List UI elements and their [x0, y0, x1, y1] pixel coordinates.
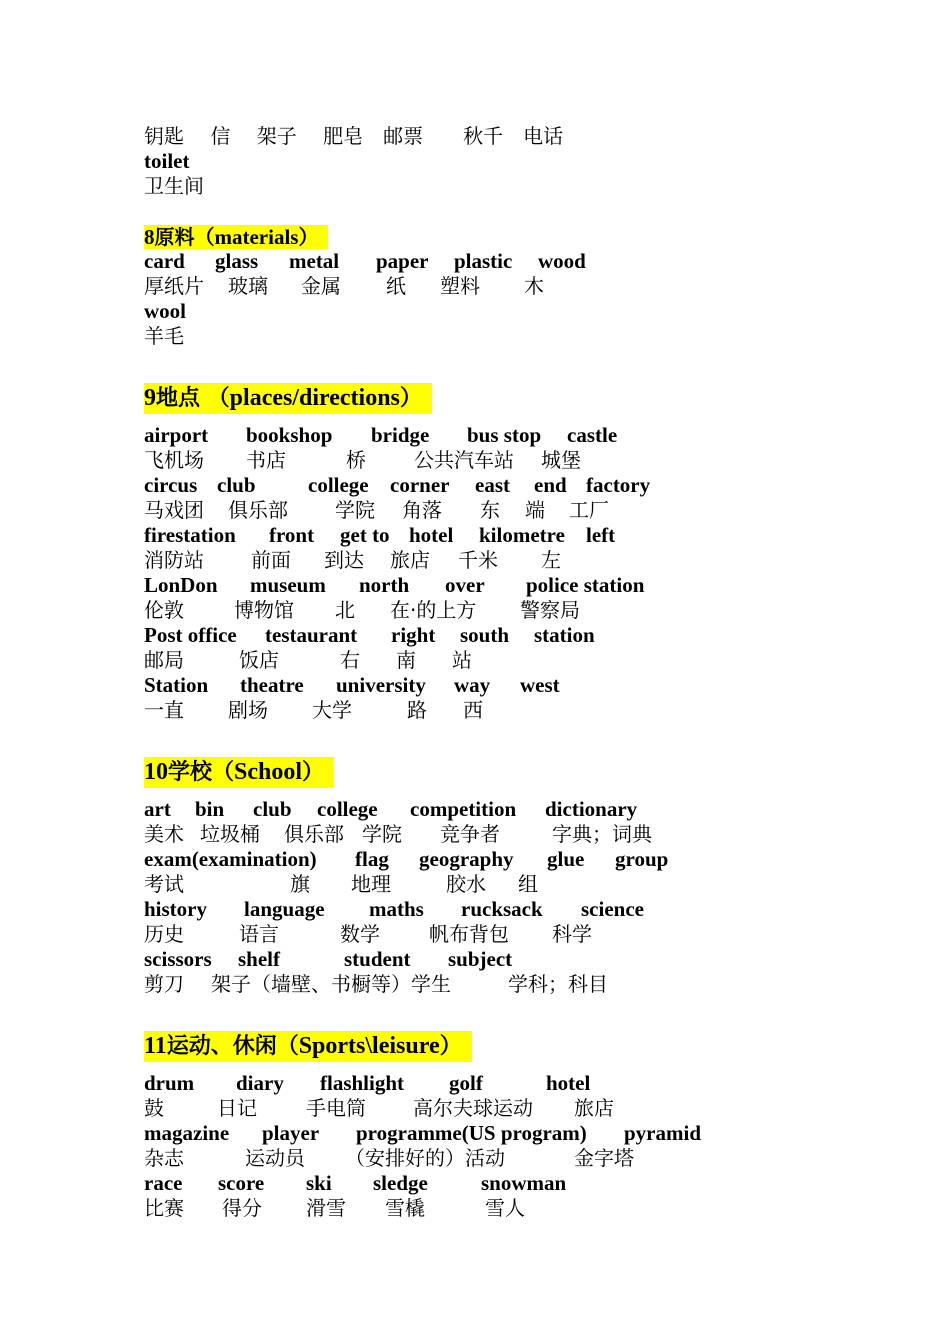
- word: 竞争者: [440, 822, 500, 846]
- word: 大学: [312, 698, 352, 722]
- word: corner: [390, 473, 450, 497]
- word: 城堡: [541, 448, 581, 472]
- word: 左: [541, 548, 561, 572]
- word: airport: [144, 423, 209, 447]
- word: firestation: [144, 523, 236, 547]
- word: 公共汽车站: [414, 448, 514, 472]
- section-8-heading: [144, 225, 328, 249]
- word: diary: [236, 1071, 284, 1095]
- word: 角落: [402, 498, 442, 522]
- word: 工厂: [569, 498, 609, 522]
- word: 南: [396, 648, 416, 672]
- word: 鼓: [144, 1096, 164, 1120]
- word: 书店: [246, 448, 286, 472]
- word: history: [144, 897, 207, 921]
- word: wood: [538, 249, 586, 273]
- word: south: [460, 623, 510, 647]
- word: programme(US program): [356, 1121, 587, 1145]
- word: LonDon: [144, 573, 218, 597]
- word: kilometre: [479, 523, 565, 547]
- word: 东: [480, 498, 500, 522]
- word: testaurant: [265, 623, 358, 647]
- section-10-zh: 学校（: [168, 760, 235, 785]
- word: plastic: [454, 249, 513, 273]
- word: （安排好的）活动: [345, 1146, 505, 1170]
- word: 帆布背包: [429, 922, 509, 946]
- word: group: [615, 847, 669, 871]
- section-10-close: ）: [302, 760, 325, 785]
- word: drum: [144, 1071, 195, 1095]
- section-9-en: places/directions: [229, 385, 400, 411]
- word: card: [144, 249, 185, 273]
- word: 美术: [144, 822, 184, 846]
- word: exam(examination): [144, 847, 317, 871]
- word: rucksack: [461, 897, 543, 921]
- word: right: [391, 623, 436, 647]
- word: front: [269, 523, 315, 547]
- word: 旅店: [574, 1096, 614, 1120]
- word: shelf: [238, 947, 280, 971]
- word: bookshop: [246, 423, 333, 447]
- word: scissors: [144, 947, 212, 971]
- word: north: [359, 573, 410, 597]
- section-8-en: materials: [214, 225, 299, 249]
- word: art: [144, 797, 171, 821]
- word: bin: [195, 797, 225, 821]
- word: 滑雪: [306, 1196, 346, 1220]
- word: 路: [407, 698, 427, 722]
- section-9-num: 9: [144, 385, 156, 411]
- word: race: [144, 1171, 183, 1195]
- word: 架子（墙壁、书橱等）学生: [211, 972, 451, 996]
- word: 日记: [217, 1096, 257, 1120]
- word: 金字塔: [574, 1146, 634, 1170]
- word: 到达: [324, 548, 364, 572]
- word: 站: [452, 648, 472, 672]
- word: 运动员: [245, 1146, 305, 1170]
- word: 学院: [335, 498, 375, 522]
- word: snowman: [481, 1171, 567, 1195]
- word: police station: [526, 573, 645, 597]
- word: dictionary: [545, 797, 638, 821]
- word: 饭店: [239, 648, 279, 672]
- section-8-close: ）: [298, 225, 319, 249]
- word: left: [586, 523, 616, 547]
- word: 千米: [458, 548, 498, 572]
- word: 右: [340, 648, 360, 672]
- word: 学科；科目: [508, 972, 608, 996]
- word: club: [253, 797, 292, 821]
- word: club: [217, 473, 256, 497]
- word: glass: [215, 249, 259, 273]
- word: hotel: [409, 523, 454, 547]
- word: way: [454, 673, 491, 697]
- section-11-heading: [144, 1031, 472, 1062]
- word: 马戏团: [144, 498, 204, 522]
- word: geography: [419, 847, 514, 871]
- word: score: [218, 1171, 265, 1195]
- word: 旅店: [390, 548, 430, 572]
- word: player: [262, 1121, 320, 1145]
- section-9-heading: [144, 383, 432, 414]
- word: competition: [410, 797, 517, 821]
- word: 俱乐部: [284, 822, 344, 846]
- word: 纸: [386, 274, 406, 298]
- word: flag: [355, 847, 389, 871]
- word: student: [344, 947, 411, 971]
- section-10-heading: [144, 757, 334, 788]
- word: circus: [144, 473, 198, 497]
- word: bridge: [371, 423, 430, 447]
- word: pyramid: [624, 1121, 702, 1145]
- word: college: [317, 797, 378, 821]
- top-line-2: toilet: [144, 149, 190, 173]
- word: 一直: [144, 698, 184, 722]
- word: Post office: [144, 623, 237, 647]
- word: 西: [463, 698, 483, 722]
- section-9-zh: 地点 （: [156, 386, 230, 411]
- word: 学院: [362, 822, 402, 846]
- word: theatre: [240, 673, 304, 697]
- word: 木: [524, 274, 544, 298]
- section-8-num: 8: [144, 225, 155, 249]
- word: 杂志: [144, 1146, 184, 1170]
- word: hotel: [546, 1071, 591, 1095]
- word: Station: [144, 673, 209, 697]
- word: west: [520, 673, 560, 697]
- word: 警察局: [520, 598, 580, 622]
- word: 雪橇: [385, 1196, 425, 1220]
- word: 字典；词典: [552, 822, 652, 846]
- word: 金属: [301, 274, 341, 298]
- word: 俱乐部: [228, 498, 288, 522]
- word: 在·的上方: [390, 598, 477, 622]
- word: 北: [335, 598, 355, 622]
- word: sledge: [373, 1171, 428, 1195]
- section-8-zh: 原料（: [154, 225, 215, 249]
- top-line-1: 钥匙 信 架子 肥皂 邮票 秋千 电话: [144, 124, 564, 148]
- word: 得分: [222, 1196, 262, 1220]
- word: get to: [340, 523, 390, 547]
- word: 手电筒: [306, 1096, 366, 1120]
- word: maths: [369, 897, 424, 921]
- word: 考试: [144, 872, 184, 896]
- word: 数学: [340, 922, 380, 946]
- word: flashlight: [320, 1071, 405, 1095]
- word: 塑料: [440, 274, 480, 298]
- word: 玻璃: [228, 274, 268, 298]
- word: 博物馆: [234, 598, 294, 622]
- word: 端: [525, 498, 545, 522]
- word: east: [475, 473, 510, 497]
- word: 厚纸片: [144, 274, 204, 298]
- top-line-3: 卫生间: [144, 174, 204, 198]
- word: 垃圾桶: [200, 822, 260, 846]
- word: subject: [448, 947, 513, 971]
- word: 桥: [346, 448, 366, 472]
- word: museum: [250, 573, 326, 597]
- section-11-zh: 运动、休闲（: [166, 1034, 299, 1059]
- s8-zh-row-2: 羊毛: [144, 324, 184, 348]
- word: 语言: [239, 922, 279, 946]
- word: 高尔夫球运动: [413, 1096, 533, 1120]
- word: 旗: [290, 872, 310, 896]
- word: 组: [518, 872, 538, 896]
- word: end: [534, 473, 567, 497]
- word: 历史: [144, 922, 184, 946]
- section-11-en: Sports\leisure: [298, 1033, 440, 1059]
- word: over: [445, 573, 485, 597]
- word: 剪刀: [144, 972, 184, 996]
- word: bus stop: [467, 423, 542, 447]
- section-10-num: 10: [144, 759, 168, 785]
- s8-en-row-2: wool: [144, 299, 186, 323]
- word: university: [336, 673, 426, 697]
- word: paper: [376, 249, 429, 273]
- section-11-close: ）: [439, 1034, 462, 1059]
- word: 胶水: [446, 872, 486, 896]
- word: science: [581, 897, 644, 921]
- word: glue: [547, 847, 585, 871]
- word: 消防站: [144, 548, 204, 572]
- word: ski: [306, 1171, 332, 1195]
- word: 科学: [552, 922, 592, 946]
- word: station: [534, 623, 595, 647]
- word: 伦敦: [144, 598, 184, 622]
- word: metal: [289, 249, 340, 273]
- word: 雪人: [485, 1196, 525, 1220]
- word: golf: [449, 1071, 483, 1095]
- section-11-num: 11: [144, 1033, 167, 1059]
- word: castle: [567, 423, 618, 447]
- section-9-close: ）: [399, 386, 422, 411]
- word: 前面: [251, 548, 291, 572]
- word: magazine: [144, 1121, 230, 1145]
- word: 比赛: [144, 1196, 184, 1220]
- word: college: [308, 473, 369, 497]
- word: 剧场: [228, 698, 268, 722]
- word: factory: [586, 473, 651, 497]
- word: 地理: [351, 872, 391, 896]
- word: 邮局: [144, 648, 184, 672]
- section-10-en: School: [234, 759, 303, 785]
- word: language: [244, 897, 325, 921]
- word: 飞机场: [144, 448, 204, 472]
